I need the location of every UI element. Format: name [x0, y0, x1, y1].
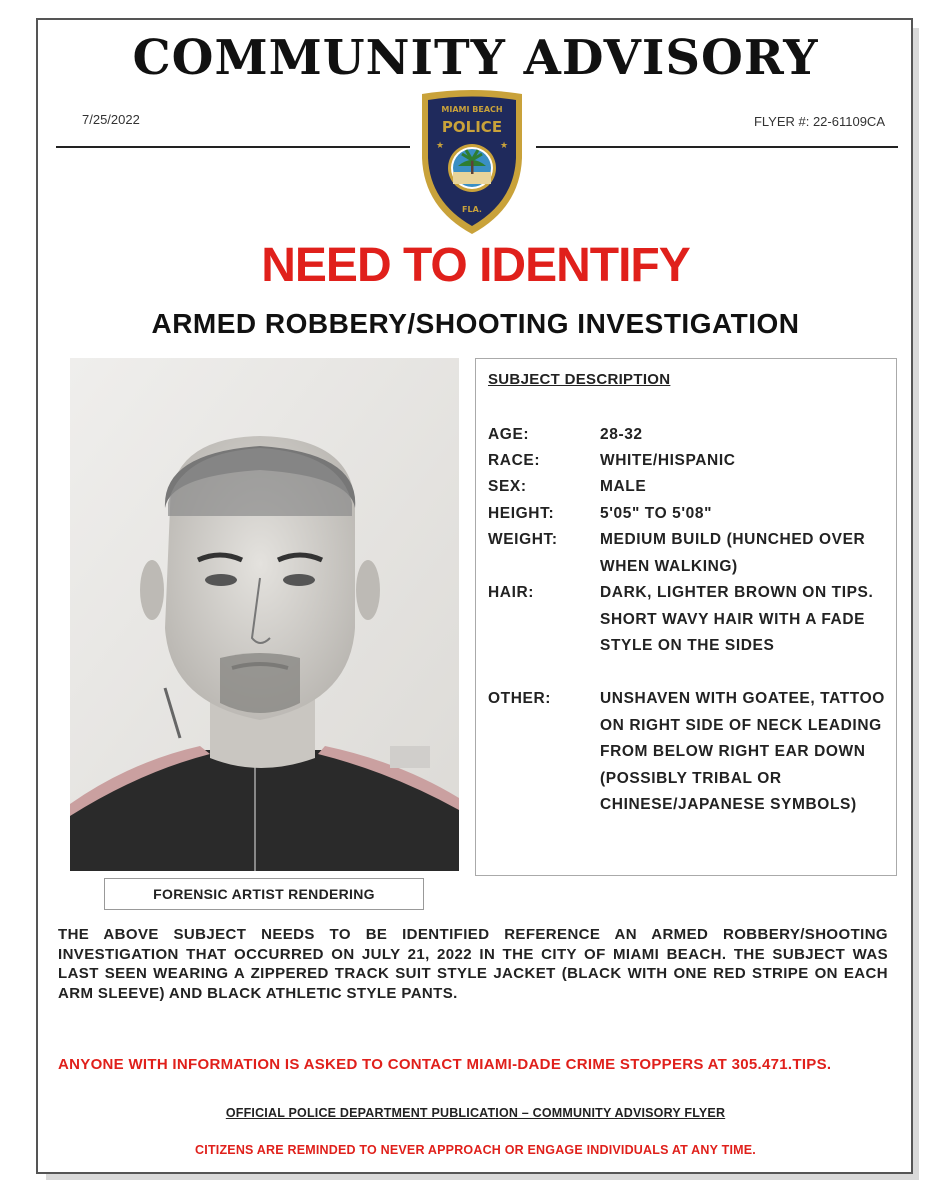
desc-value: MALE	[600, 478, 647, 495]
desc-value: 5'05" TO 5'08"	[600, 505, 713, 522]
subheadline: ARMED ROBBERY/SHOOTING INVESTIGATION	[151, 308, 800, 339]
police-badge-logo	[416, 88, 528, 236]
image-caption: FORENSIC ARTIST RENDERING	[104, 878, 424, 910]
desc-label: WEIGHT:	[488, 531, 558, 548]
desc-label: SEX:	[488, 478, 527, 495]
header-rule-right	[536, 146, 898, 148]
forensic-sketch-image	[70, 358, 459, 871]
desc-value: MEDIUM BUILD (HUNCHED OVER WHEN WALKING)	[600, 531, 866, 575]
desc-value: UNSHAVEN WITH GOATEE, TATTOO ON RIGHT SIDE OF NECK LEADING FROM BELOW RIGHT EAR DOWN (POSSIBLY TRIBAL OR CHINESE/JAPANESE SYMBOLS)	[600, 690, 885, 813]
badge-bottom-text: FLA.	[462, 205, 482, 214]
svg-text:★: ★	[436, 140, 445, 150]
contact-paragraph: ANYONE WITH INFORMATION IS ASKED TO CONTACT MIAMI-DADE CRIME STOPPERS AT 305.471.TIPS.	[58, 1056, 832, 1073]
official-publication-line: OFFICIAL POLICE DEPARTMENT PUBLICATION – COMMUNITY ADVISORY FLYER	[225, 1106, 726, 1120]
desc-value: WHITE/HISPANIC	[600, 452, 736, 469]
page-title: COMMUNITY ADVISORY	[132, 30, 819, 86]
desc-value: 28-32	[600, 426, 643, 443]
citizen-reminder-line: CITIZENS ARE REMINDED TO NEVER APPROACH OR ENGAGE INDIVIDUALS AT ANY TIME.	[195, 1143, 756, 1157]
subject-description-heading: SUBJECT DESCRIPTION	[488, 371, 671, 388]
desc-label: OTHER:	[488, 690, 552, 707]
flyer-number: FLYER #: 22-61109CA	[753, 114, 885, 129]
flyer-date: 7/25/2022	[82, 112, 140, 127]
desc-label: HAIR:	[488, 584, 535, 601]
headline-need-to-identify: NEED TO IDENTIFY	[261, 239, 690, 292]
desc-value: DARK, LIGHTER BROWN ON TIPS. SHORT WAVY HAIR WITH A FADE STYLE ON THE SIDES	[600, 584, 874, 654]
desc-label: HEIGHT:	[488, 505, 555, 522]
badge-main-text: POLICE	[441, 118, 503, 136]
svg-text:★: ★	[500, 140, 509, 150]
header-rule-left	[56, 146, 410, 148]
badge-top-text: MIAMI BEACH	[441, 105, 503, 114]
desc-label: RACE:	[488, 452, 541, 469]
desc-label: AGE:	[488, 426, 530, 443]
body-paragraph: THE ABOVE SUBJECT NEEDS TO BE IDENTIFIED REFERENCE AN ARMED ROBBERY/SHOOTING INVESTIGATION THAT OCCURRED ON JULY 21, 2022 IN THE CITY OF MIAMI BEACH. THE SUBJECT WAS LAST SEEN WEARING A ZIPPERED TRACK SUIT STYLE JACKET (BLACK WITH ONE RED STRIPE ON EACH ARM SLEEVE) AND BLACK ATHLETIC STYLE PANTS.	[58, 926, 888, 1002]
